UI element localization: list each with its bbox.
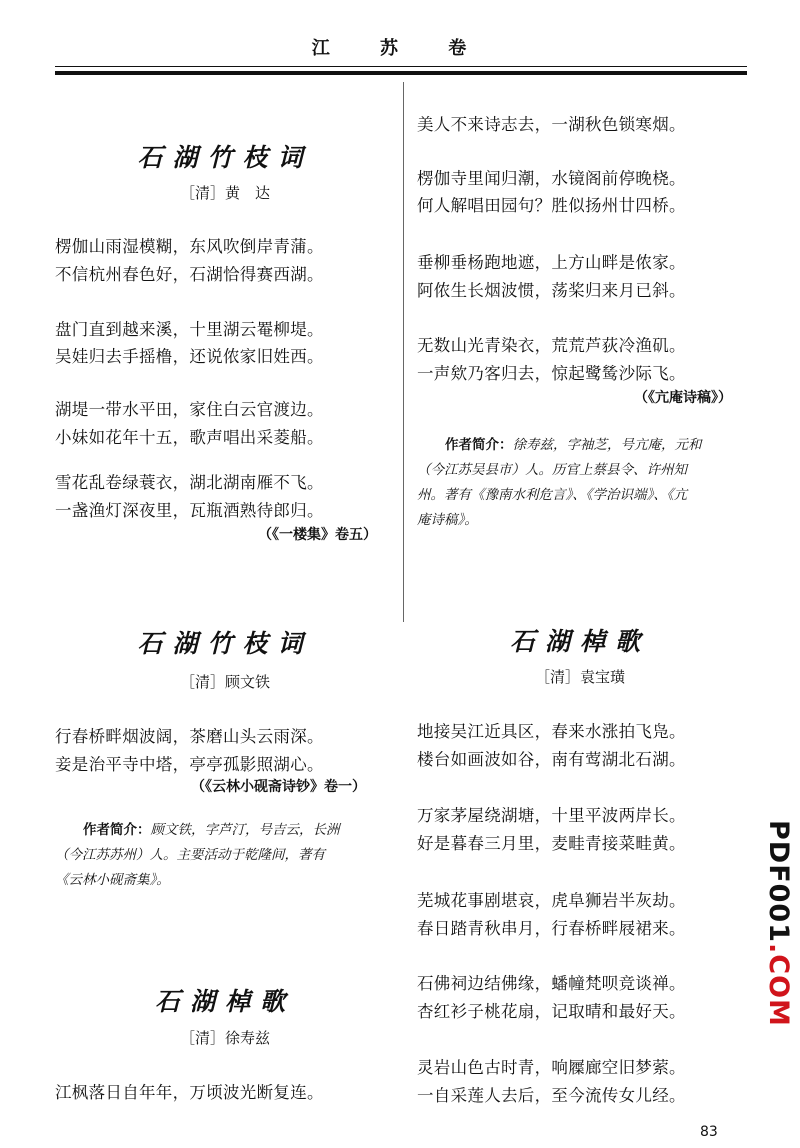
- poem-line: 何人解唱田园句？胜似扬州廿四桥。: [417, 196, 686, 215]
- poem-line: 不信杭州春色好，石湖恰得赛西湖。: [55, 265, 324, 284]
- bio-label: 作者简介：: [445, 437, 513, 453]
- poem-line: 一声欸乃客归去，惊起鹭鸶沙际飞。: [417, 364, 686, 383]
- poem-line: 湖堤一带水平田，家住白云官渡边。: [55, 400, 324, 419]
- poem-source: （《亢庵诗稿》）: [634, 390, 732, 406]
- poem-source: （《一楼集》卷五）: [258, 527, 377, 543]
- watermark-part1: PDF001: [763, 820, 794, 944]
- poem-line: 盘门直到越来溪，十里湖云罨柳堤。: [55, 320, 324, 339]
- poem-line: 地接吴江近具区，春来水涨拍飞凫。: [417, 722, 686, 741]
- poem-line: 好是暮春三月里，麦畦青接菜畦黄。: [417, 834, 686, 853]
- header-rule-thick: [55, 71, 747, 75]
- poem-line: 春日踏青秋串月，行春桥畔屐裙来。: [417, 919, 686, 938]
- poem-line: 阿侬生长烟波惯，荡桨归来月已斜。: [417, 281, 686, 300]
- bio-line: （今江苏苏州）人。主要活动于乾隆间，著有: [55, 847, 325, 863]
- poem-author: ［清］黄 达: [179, 184, 270, 202]
- bio-line: 徐寿兹，字袖芝，号亢庵，元和: [512, 437, 702, 453]
- poem-line: 无数山光青染衣，荒荒芦荻冷渔矶。: [417, 336, 686, 355]
- poem-line: 小妹如花年十五，歌声唱出采菱船。: [55, 428, 324, 447]
- running-header: 江 苏 卷: [311, 38, 489, 59]
- poem-line: 楞伽山雨湿模糊，东风吹倒岸青蒲。: [55, 237, 324, 256]
- poem-line: 灵岩山色古时青，响屧廊空旧梦萦。: [417, 1058, 686, 1077]
- poem-line: 万家茅屋绕湖塘，十里平波两岸长。: [417, 806, 686, 825]
- watermark-part2: .COM: [763, 943, 794, 1027]
- poem-line: 一盏渔灯深夜里，瓦瓶酒熟待郎归。: [55, 501, 324, 520]
- poem-line: 行春桥畔烟波阔，茶磨山头云雨深。: [55, 727, 324, 746]
- poem-title: 石湖棹歌: [154, 987, 295, 1016]
- bio-line: 顾文铁，字芦汀，号吉云，长洲: [150, 822, 340, 838]
- column-divider: [403, 82, 404, 622]
- poem-line: 芜城花事剧堪哀，虎阜狮岩半灰劫。: [417, 891, 686, 910]
- bio-line: 《云林小砚斋集》。: [55, 872, 170, 888]
- poem-author: ［清］顾文铁: [179, 673, 270, 691]
- author-bio: [417, 433, 752, 533]
- poem-line: 垂柳垂杨跑地遮，上方山畔是侬家。: [417, 253, 686, 272]
- page-number: 83: [700, 1124, 718, 1140]
- poem-source: （《云林小砚斋诗钞》卷一）: [191, 779, 366, 795]
- bio-line: 州。著有《豫南水利危言》、《学治识端》、《亢: [417, 487, 687, 503]
- header-rule-thin: [55, 66, 747, 67]
- poem-line: 吴娃归去手摇橹，还说侬家旧姓西。: [55, 347, 324, 366]
- bio-line: 庵诗稿》。: [417, 512, 478, 528]
- poem-title: 石湖棹歌: [509, 627, 650, 656]
- poem-title: 石湖竹枝词: [137, 629, 313, 658]
- poem-author: ［清］袁宝璜: [534, 668, 625, 686]
- watermark: [750, 820, 794, 1027]
- poem-line: 楼台如画波如谷，南有莺湖北石湖。: [417, 750, 686, 769]
- poem-line: 楞伽寺里闻归潮，水镜阁前停晚桡。: [417, 169, 686, 188]
- bio-label: 作者简介：: [83, 822, 151, 838]
- poem-line: 江枫落日自年年，万顷波光断复连。: [55, 1083, 324, 1102]
- poem-line: 妾是治平寺中塔，亭亭孤影照湖心。: [55, 755, 324, 774]
- bio-line: （今江苏吴县市）人。历官上蔡县令、许州知: [417, 462, 687, 478]
- poem-line: 雪花乱卷绿蓑衣，湖北湖南雁不飞。: [55, 473, 324, 492]
- poem-title: 石湖竹枝词: [137, 143, 313, 172]
- poem-line: 一自采莲人去后，至今流传女儿经。: [417, 1086, 686, 1105]
- poem-line: 美人不来诗志去，一湖秋色锁寒烟。: [417, 115, 686, 134]
- poem-line: 杏红衫子桃花扇，记取晴和最好天。: [417, 1002, 686, 1021]
- author-bio: [55, 818, 400, 893]
- poem-line: 石佛祠边结佛缘，蟠幢梵呗竞谈禅。: [417, 974, 686, 993]
- poem-author: ［清］徐寿兹: [179, 1029, 270, 1047]
